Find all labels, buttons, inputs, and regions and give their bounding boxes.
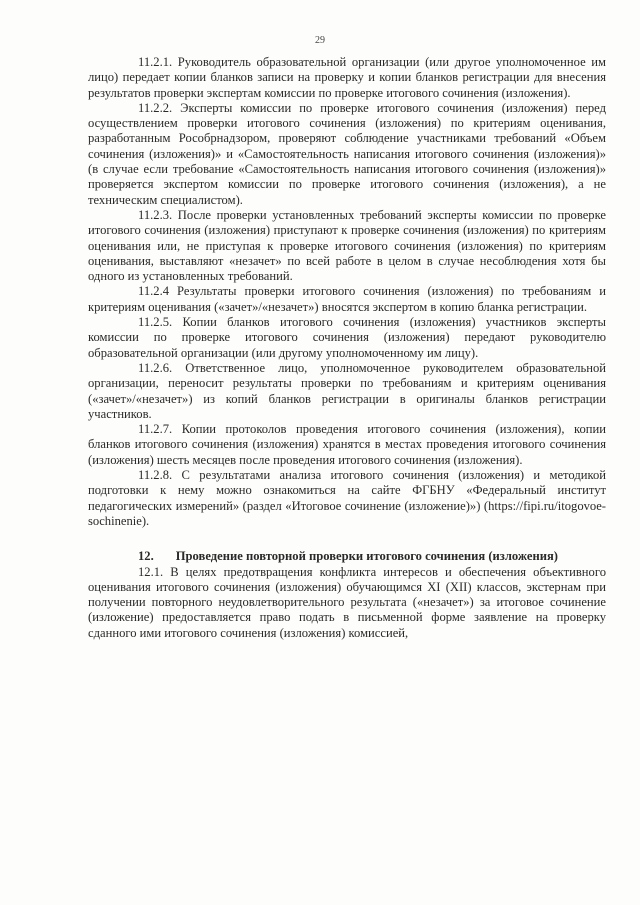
paragraph-11-2-2: 11.2.2. Эксперты комиссии по проверке итогового сочинения (изложения) перед осуществлением проверки итогового сочинения (изложения) по критериям оценивания, разработанным Рособрнадзором, проверяют соблюдение участниками требований «Объем сочинения (изложения)» и «Самостоятельность написания итогового сочинения (изложения)» (в случае если требование «Самостоятельность написания итогового сочинения (изложения)» проверяется экспертом комиссии по проверке итогового сочинения (изложения), а не техническим специалистом). <box>88 100 606 207</box>
paragraph-11-2-5: 11.2.5. Копии бланков итогового сочинения (изложения) участников эксперты комиссии по проверке итогового сочинения (изложения) передают руководителю образовательной организации (или другому уполномоченному им лицу). <box>88 315 606 360</box>
paragraph-11-2-8: 11.2.8. С результатами анализа итогового сочинения (изложения) и методикой подготовки к нему можно ознакомиться на сайте ФГБНУ «Федеральный институт педагогических измерений» (раздел «Итоговое сочинение (изложение)») (https://fipi.ru/itogovoe-sochinenie). <box>88 468 606 528</box>
section-title: Проведение повторной проверки итогового сочинения (изложения) <box>175 549 558 564</box>
paragraph-11-2-1: 11.2.1. Руководитель образовательной организации (или другое уполномоченное им лицо) передает копии бланков записи на проверку и копии бланков регистрации для внесения результатов проверки экспертам комиссии по проверке итогового сочинения (изложения). <box>88 55 606 100</box>
paragraph-11-2-4: 11.2.4 Результаты проверки итогового сочинения (изложения) по требованиям и критериям оценивания («зачет»/«незачет») вносятся экспертом в копию бланка регистрации. <box>88 284 606 314</box>
document-body <box>88 55 606 641</box>
page-number: 29 <box>315 35 325 46</box>
section-number: 12. <box>138 549 154 564</box>
paragraph-11-2-6: 11.2.6. Ответственное лицо, уполномоченное руководителем образовательной организации, переносит результаты проверки по требованиям и критериям оценивания («зачет»/«незачет») из копий бланков регистрации в оригиналы бланков регистрации участников. <box>88 360 606 421</box>
paragraph-11-2-3: 11.2.3. После проверки установленных требований эксперты комиссии по проверке итогового сочинения (изложения) приступают к проверке сочинения (изложения) по критериям оценивания или, не приступая к проверке итогового сочинения (изложения) по критериям оценивания, выставляют «незачет» по всей работе в целом в случае несоблюдения хотя бы одного из установленных требований. <box>88 207 606 284</box>
paragraph-12-1: 12.1. В целях предотвращения конфликта интересов и обеспечения объективного оценивания итогового сочинения (изложения) обучающимся XI (XII) классов, экстернам при получении повторного неудовлетворительного результата («незачет») за итоговое сочинение (изложение) предоставляется право подать в письменной форме заявление на проверку сданного ими итогового сочинения (изложения) комиссией, <box>88 564 606 640</box>
paragraph-11-2-7: 11.2.7. Копии протоколов проведения итогового сочинения (изложения), копии бланков итогового сочинения (изложения) хранятся в местах проведения итогового сочинения (изложения) шесть месяцев после проведения итогового сочинения (изложения). <box>88 422 606 467</box>
section-12-heading <box>88 549 606 564</box>
